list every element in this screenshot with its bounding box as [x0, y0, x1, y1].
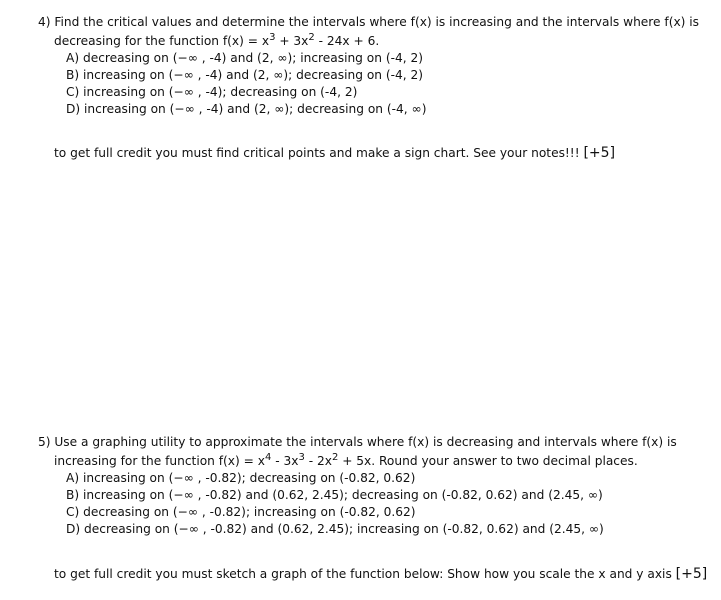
question-4-option-d: D) increasing on (−∞ , -4) and (2, ∞); decreasing on (-4, ∞) [66, 102, 427, 116]
question-4-number: 4) [38, 15, 51, 29]
question-5-credit-note [54, 566, 707, 582]
question-4-option-b: B) increasing on (−∞ , -4) and (2, ∞); decreasing on (-4, 2) [66, 68, 424, 82]
question-4-option-c: C) increasing on (−∞ , -4); decreasing on (-4, 2) [66, 85, 358, 99]
function-term: + 3x [275, 34, 309, 48]
points-badge: [+5] [583, 145, 616, 161]
question-5 [38, 434, 708, 538]
function-term: - 24x + 6. [314, 34, 380, 48]
question-4-prompt-line-2 [38, 33, 708, 50]
exponent: 2 [331, 452, 339, 463]
question-5-option-b: B) increasing on (−∞ , -0.82) and (0.62, 2.45); decreasing on (-0.82, 0.62) and (2.45, ∞) [66, 488, 603, 502]
function-term: + 5x. Round your answer to two decimal places. [338, 454, 638, 468]
question-5-option-c: C) decreasing on (−∞ , -0.82); increasing on (-0.82, 0.62) [66, 505, 416, 519]
exponent: 4 [264, 452, 272, 463]
question-5-option-d: D) decreasing on (−∞ , -0.82) and (0.62, 2.45); increasing on (-0.82, 0.62) and (2.45, ∞) [66, 522, 604, 536]
points-badge: [+5] [675, 566, 708, 582]
question-4-credit-note [54, 145, 615, 161]
question-4-prompt-text: Find the critical values and determine the intervals where f(x) is increasing and the intervals where f(x) is [54, 15, 700, 29]
credit-note-text: to get full credit you must sketch a graph of the function below: Show how you scale the x and y axis [54, 567, 676, 581]
credit-note-text: to get full credit you must find critical points and make a sign chart. See your notes!!! [54, 146, 584, 160]
question-4-function-text: decreasing for the function f(x) = x [54, 34, 270, 48]
exponent: 3 [298, 452, 305, 463]
question-5-function-text: increasing for the function f(x) = x [54, 454, 265, 468]
question-4-option-a: A) decreasing on (−∞ , -4) and (2, ∞); increasing on (-4, 2) [66, 51, 424, 65]
function-term: - 3x [271, 454, 299, 468]
question-5-prompt-line-1 [38, 434, 708, 451]
question-4 [38, 14, 708, 118]
question-5-prompt-text: Use a graphing utility to approximate the intervals where f(x) is decreasing and intervals where f(x) is [54, 435, 677, 449]
question-5-option-a: A) increasing on (−∞ , -0.82); decreasing on (-0.82, 0.62) [66, 471, 416, 485]
question-5-prompt-line-2 [38, 453, 708, 470]
question-5-number: 5) [38, 435, 51, 449]
question-4-prompt-line-1 [38, 14, 708, 31]
function-term: - 2x [304, 454, 332, 468]
exponent: 2 [308, 32, 315, 43]
exponent: 3 [269, 32, 276, 43]
